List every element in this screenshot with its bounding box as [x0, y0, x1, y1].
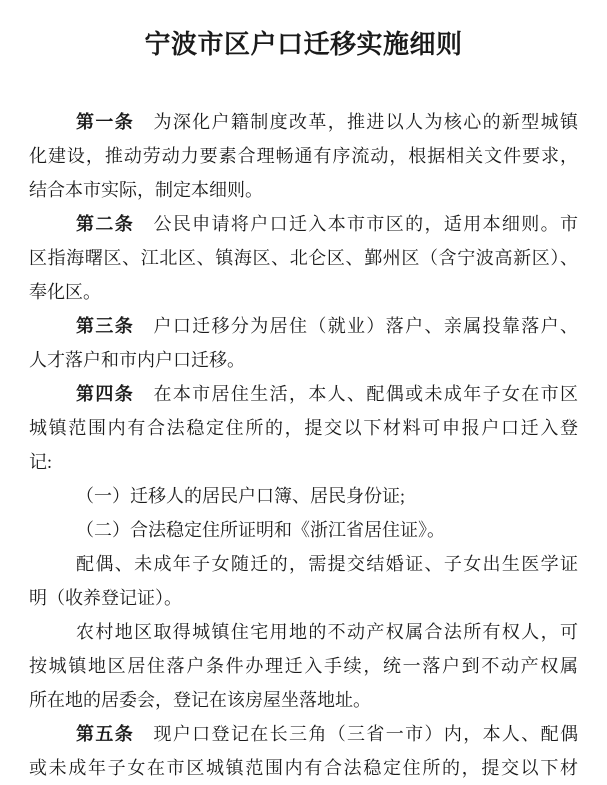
text-line: 区指海曙区、江北区、镇海区、北仑区、鄞州区（含宁波高新区）、 — [29, 248, 578, 268]
article-label: 第四条 — [76, 384, 135, 404]
paragraph — [29, 207, 578, 309]
text-line: 农村地区取得城镇住宅用地的不动产权属合法所有权人，可 — [76, 622, 578, 642]
document-title: 宁波市区户口迁移实施细则 — [144, 30, 463, 59]
article-label: 第一条 — [76, 112, 135, 132]
text-line: 或未成年子女在市区城镇范围内有合法稳定住所的，提交以下材 — [29, 758, 578, 778]
text-line: 明（收养登记证）。 — [29, 588, 182, 608]
text-line: 第二条 公民申请将户口迁入本市市区的，适用本细则。市 — [76, 214, 578, 234]
paragraph — [29, 479, 578, 513]
text-line: 人才落户和市内户口迁移。 — [29, 350, 245, 370]
text-line: 记: — [29, 452, 53, 472]
text-line: 按城镇地区居住落户条件办理迁入手续，统一落户到不动产权属 — [29, 656, 578, 676]
text-line: 化建设，推动劳动力要素合理畅通有序流动，根据相关文件要求， — [29, 146, 578, 166]
text-line: 城镇范围内有合法稳定住所的，提交以下材料可申报户口迁入登 — [29, 418, 578, 438]
text-line: 配偶、未成年子女随迁的，需提交结婚证、子女出生医学证 — [76, 554, 578, 574]
document-body — [29, 105, 578, 785]
text-line: 结合本市实际，制定本细则。 — [29, 180, 263, 200]
text-line: 第三条 户口迁移分为居住（就业）落户、亲属投靠落户、 — [76, 316, 578, 336]
paragraph — [29, 513, 578, 547]
paragraph — [29, 309, 578, 377]
paragraph — [29, 547, 578, 615]
article-label: 第三条 — [76, 316, 135, 336]
article-label: 第五条 — [76, 724, 135, 744]
paragraph — [29, 717, 578, 785]
paragraph — [29, 615, 578, 717]
text-line: 第一条 为深化户籍制度改革，推进以人为核心的新型城镇 — [76, 112, 578, 132]
paragraph — [29, 105, 578, 207]
text-line: 奉化区。 — [29, 282, 101, 302]
paragraph — [29, 377, 578, 479]
text-line: 所在地的居委会，登记在该房屋坐落地址。 — [29, 690, 371, 710]
text-line: （一）迁移人的居民户口簿、居民身份证; — [76, 486, 405, 506]
text-line: 第四条 在本市居住生活，本人、配偶或未成年子女在市区 — [76, 384, 578, 404]
text-line: （二）合法稳定住所证明和《浙江省居住证》。 — [76, 520, 445, 540]
article-label: 第二条 — [76, 214, 135, 234]
text-line: 第五条 现户口登记在长三角（三省一市）内，本人、配偶 — [76, 724, 578, 744]
